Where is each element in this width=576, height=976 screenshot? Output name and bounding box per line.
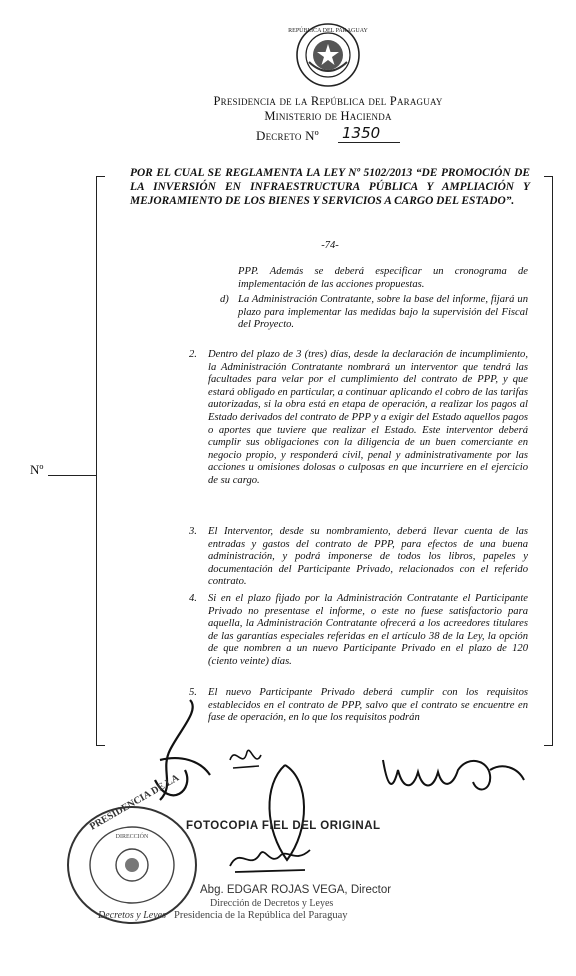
item-5-number: 5. xyxy=(189,687,197,698)
stamp-seal-bottom-text: Decretos y Leyes xyxy=(98,910,166,921)
certified-copy-stamp: FOTOCOPIA FIEL DEL ORIGINAL xyxy=(186,820,381,832)
continuation-text: PPP. Además se deberá especificar un cronograma de implementación de las acciones propuestas. xyxy=(238,266,528,290)
page-number: -74- xyxy=(321,240,339,251)
item-2-text: Dentro del plazo de 3 (tres) días, desde la declaración de incumplimiento, la Administración Contratante nombrará un interventor que tendrá las facultades para velar por el cumplimiento del contrato de PPP, y que estará obligado en particular, a continuar aplicando el cobro de las tarifas autorizadas, si la obra está en etapa de operación, a realizar los pagos al Estado derivados del contrato de PPP y a exigir del Estado aquellos pagos o aportes que tuviere que realizar el Estado. Este interventor deberá cumplir sus obligaciones con la diligencia de un buen comerciante en negocio propio, y responderá civil, penal y administrativamente por las acciones u omisiones dolosas o culposas en que incurriere en el ejercicio de su cargo. xyxy=(208,349,528,486)
signer-organization: Presidencia de la República del Paraguay xyxy=(174,910,348,921)
left-bracket xyxy=(96,176,105,746)
item-3-text: El Interventor, desde su nombramiento, deberá llevar cuenta de las entradas y gastos del contrato de PPP, para efectos de una buena administración, y podrá imponerse de todos los libros, papeles y documentación del Participante Privado, relacionados con el referido contrato. xyxy=(208,526,528,588)
item-3-number: 3. xyxy=(189,526,197,537)
coat-of-arms-seal xyxy=(288,22,368,88)
signature-right xyxy=(378,750,528,798)
signature-director xyxy=(225,836,315,876)
margin-number-line xyxy=(48,475,96,476)
item-4-number: 4. xyxy=(189,593,197,604)
decree-title: POR EL CUAL SE REGLAMENTA LA LEY Nº 5102/2013 “DE PROMOCIÓN DE LA INVERSIÓN EN INFRAESTRUCTURA PÚBLICA Y AMPLIACIÓN Y MEJORAMIENTO DE LOS BIENES Y SERVICIOS A CARGO DEL ESTADO”. xyxy=(130,167,530,207)
signer-name: Abg. EDGAR ROJAS VEGA, Director xyxy=(200,884,392,896)
margin-number-label: Nº xyxy=(30,462,44,477)
decree-number-handwritten: 1350 xyxy=(338,124,400,143)
right-bracket xyxy=(544,176,553,746)
item-d-label: d) xyxy=(220,294,229,305)
signer-department: Dirección de Decretos y Leyes xyxy=(210,898,334,909)
seal-text: REPÚBLICA DEL PARAGUAY xyxy=(288,28,368,34)
stamp-seal-top-text: PRESIDENCIA DE LA xyxy=(88,772,182,833)
stamp-seal-inner-text: DIRECCIÓN xyxy=(115,834,149,840)
header-ministry: Ministerio de Hacienda xyxy=(264,109,392,123)
decree-label: Decreto Nº xyxy=(256,128,319,143)
item-4-text: Si en el plazo fijado por la Administración Contratante el Participante Privado no presentase el informe, o este no fuese satisfactorio para aquella, la Administración Contratante ofrecerá a los acreedores titulares de las garantías especiales referidas en el artículo 38 de la Ley, la opción de que nombren a un nuevo Participante Privado en el plazo de 120 (ciento veinte) días. xyxy=(208,593,528,667)
item-5-text: El nuevo Participante Privado deberá cumplir con los requisitos establecidos en el contrato de PPP, salvo que el contrato se encuentre en fase de operación, en lo que los requisitos podrán xyxy=(208,687,528,724)
header-presidency: Presidencia de la República del Paraguay xyxy=(213,94,443,108)
item-d-text: La Administración Contratante, sobre la base del informe, fijará un plazo para implementar las medidas bajo la supervisión del Fiscal del Proyecto. xyxy=(238,294,528,331)
item-2-number: 2. xyxy=(189,349,197,360)
